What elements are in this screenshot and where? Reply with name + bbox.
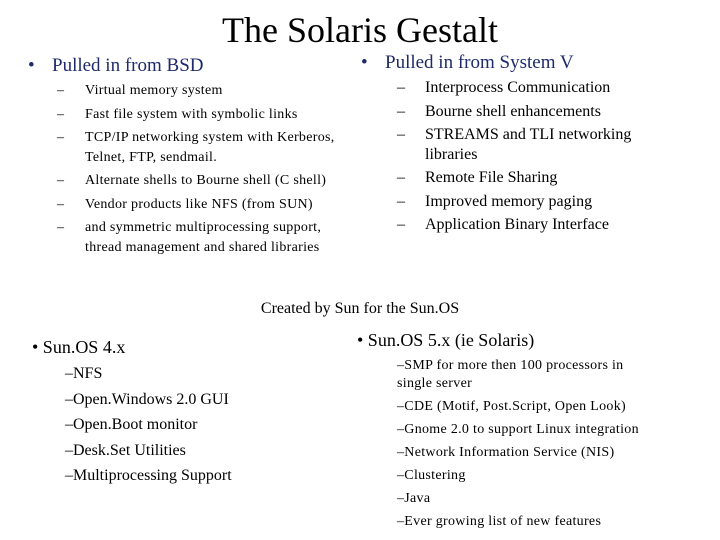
bsd-item-text: Virtual memory system	[85, 83, 223, 98]
bsd-heading-text: Pulled in from BSD	[52, 55, 204, 76]
sysv-bullet: •	[361, 52, 368, 73]
bsd-item	[57, 81, 347, 101]
sysv-item-text: Interprocess Communication	[425, 79, 611, 96]
sysv-item-text: Bourne shell enhancements	[425, 102, 601, 120]
sysv-item-text: Improved memory paging	[425, 192, 593, 210]
dash-marker: –	[397, 102, 405, 120]
sysv-heading	[361, 51, 574, 75]
sysv-item-text: Remote File Sharing	[425, 169, 558, 186]
sunos4-item: –Open.Boot monitor	[65, 416, 198, 433]
sysv-item	[397, 78, 697, 98]
sunos4-item: –NFS	[65, 365, 103, 382]
dash-marker: –	[397, 79, 405, 96]
dash-marker: –	[57, 106, 65, 122]
dash-marker: –	[57, 173, 65, 188]
sysv-item	[397, 215, 697, 235]
dash-marker: –	[397, 216, 405, 233]
bsd-item	[57, 195, 347, 215]
bsd-heading	[28, 54, 203, 78]
sunos4-item: –Desk.Set Utilities	[65, 441, 186, 459]
bsd-item-text: TCP/IP networking system with Kerberos, Telnet, FTP, sendmail.	[85, 130, 335, 165]
dash-marker: –	[397, 169, 405, 186]
bsd-item	[57, 218, 347, 257]
bsd-item	[57, 105, 347, 125]
sysv-item-text: STREAMS and TLI networking libraries	[425, 126, 632, 163]
bsd-item-text: Fast file system with symbolic links	[85, 106, 298, 122]
sunos5-item: –Clustering	[397, 468, 466, 483]
sunos4-item: –Open.Windows 2.0 GUI	[65, 390, 229, 408]
sunos4-heading: • Sun.OS 4.x	[32, 337, 126, 357]
sunos5-item: –Java	[397, 491, 431, 506]
created-line: Created by Sun for the Sun.OS	[260, 300, 460, 317]
sunos4-list	[65, 364, 325, 492]
sysv-list	[397, 78, 697, 235]
sysv-item	[397, 125, 685, 164]
sysv-heading-text: Pulled in from System V	[385, 52, 574, 73]
dash-marker: –	[57, 220, 65, 235]
dash-marker: –	[57, 130, 65, 145]
bsd-item	[57, 128, 347, 167]
sysv-item-text: Application Binary Interface	[425, 216, 609, 233]
sysv-item	[397, 168, 697, 188]
sunos5-item: –Ever growing list of new features	[397, 514, 602, 529]
bsd-item-text: and symmetric multiprocessing support, thread management and shared libraries	[85, 220, 322, 255]
dash-marker: –	[397, 192, 405, 210]
bsd-item-text: Alternate shells to Bourne shell (C shell)	[85, 173, 327, 188]
bsd-list	[57, 81, 347, 257]
sunos5-list	[397, 357, 667, 536]
sunos5-item: –SMP for more then 100 processors in single server	[397, 358, 624, 391]
slide-title: The Solaris Gestalt	[222, 10, 498, 50]
dash-marker: –	[57, 83, 65, 98]
bsd-bullet: •	[28, 55, 35, 76]
sunos5-item: –Network Information Service (NIS)	[397, 445, 615, 460]
sysv-item	[397, 102, 697, 122]
sunos5-heading: • Sun.OS 5.x (ie Solaris)	[357, 330, 535, 350]
sysv-item	[397, 192, 697, 212]
dash-marker: –	[397, 126, 405, 143]
sunos5-item: –CDE (Motif, Post.Script, Open Look)	[397, 399, 626, 414]
sunos5-item: –Gnome 2.0 to support Linux integration	[397, 422, 639, 437]
dash-marker: –	[57, 196, 65, 212]
sunos4-item: –Multiprocessing Support	[65, 467, 232, 484]
bsd-item-text: Vendor products like NFS (from SUN)	[85, 196, 313, 212]
bsd-item	[57, 171, 347, 191]
